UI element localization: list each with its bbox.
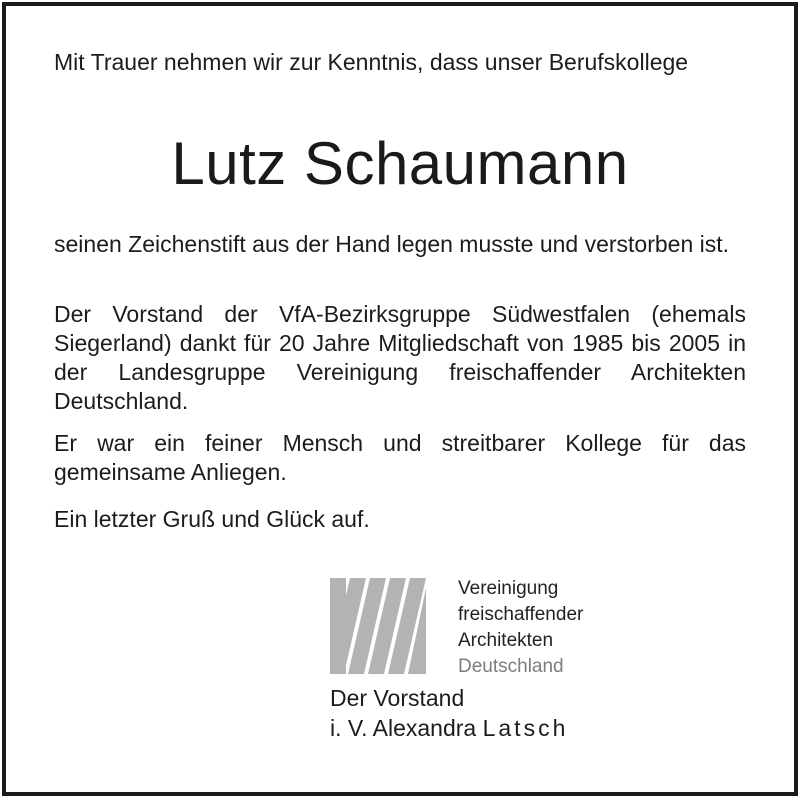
paragraph-3: Er war ein feiner Mensch und streitbarer Kollege für das gemeinsame Anliegen. — [54, 430, 746, 485]
org-line-1: Vereinigung — [458, 578, 559, 599]
paragraph-1: seinen Zeichenstift aus der Hand legen musste und verstorben ist. — [54, 231, 730, 257]
org-line-3: Architekten — [458, 630, 554, 651]
organization-name — [458, 576, 583, 680]
signature-surname: Latsch — [482, 715, 569, 741]
org-line-2: freischaffender — [458, 604, 584, 625]
signature-board: Der Vorstand — [330, 685, 465, 711]
org-line-4: Deutschland — [458, 656, 564, 677]
signature-person — [330, 713, 568, 743]
signature-prefix: i. V. Alexandra — [330, 715, 483, 741]
deceased-name: Lutz Schaumann — [171, 130, 629, 197]
paragraph-2: Der Vorstand der VfA-Bezirksgruppe Südwestfalen (ehemals Siegerland) dankt für 20 Jahre Mitgliedschaft von 1985 bis 2005 in der Landesgruppe Vereinigung freischaffender Architekten Deutschland. — [54, 301, 746, 414]
intro-text: Mit Trauer nehmen wir zur Kenntnis, dass unser Berufskollege — [54, 49, 689, 75]
paragraph-4: Ein letzter Gruß und Glück auf. — [54, 506, 370, 532]
vfa-logo-icon — [330, 578, 426, 674]
signature-block — [330, 683, 568, 743]
